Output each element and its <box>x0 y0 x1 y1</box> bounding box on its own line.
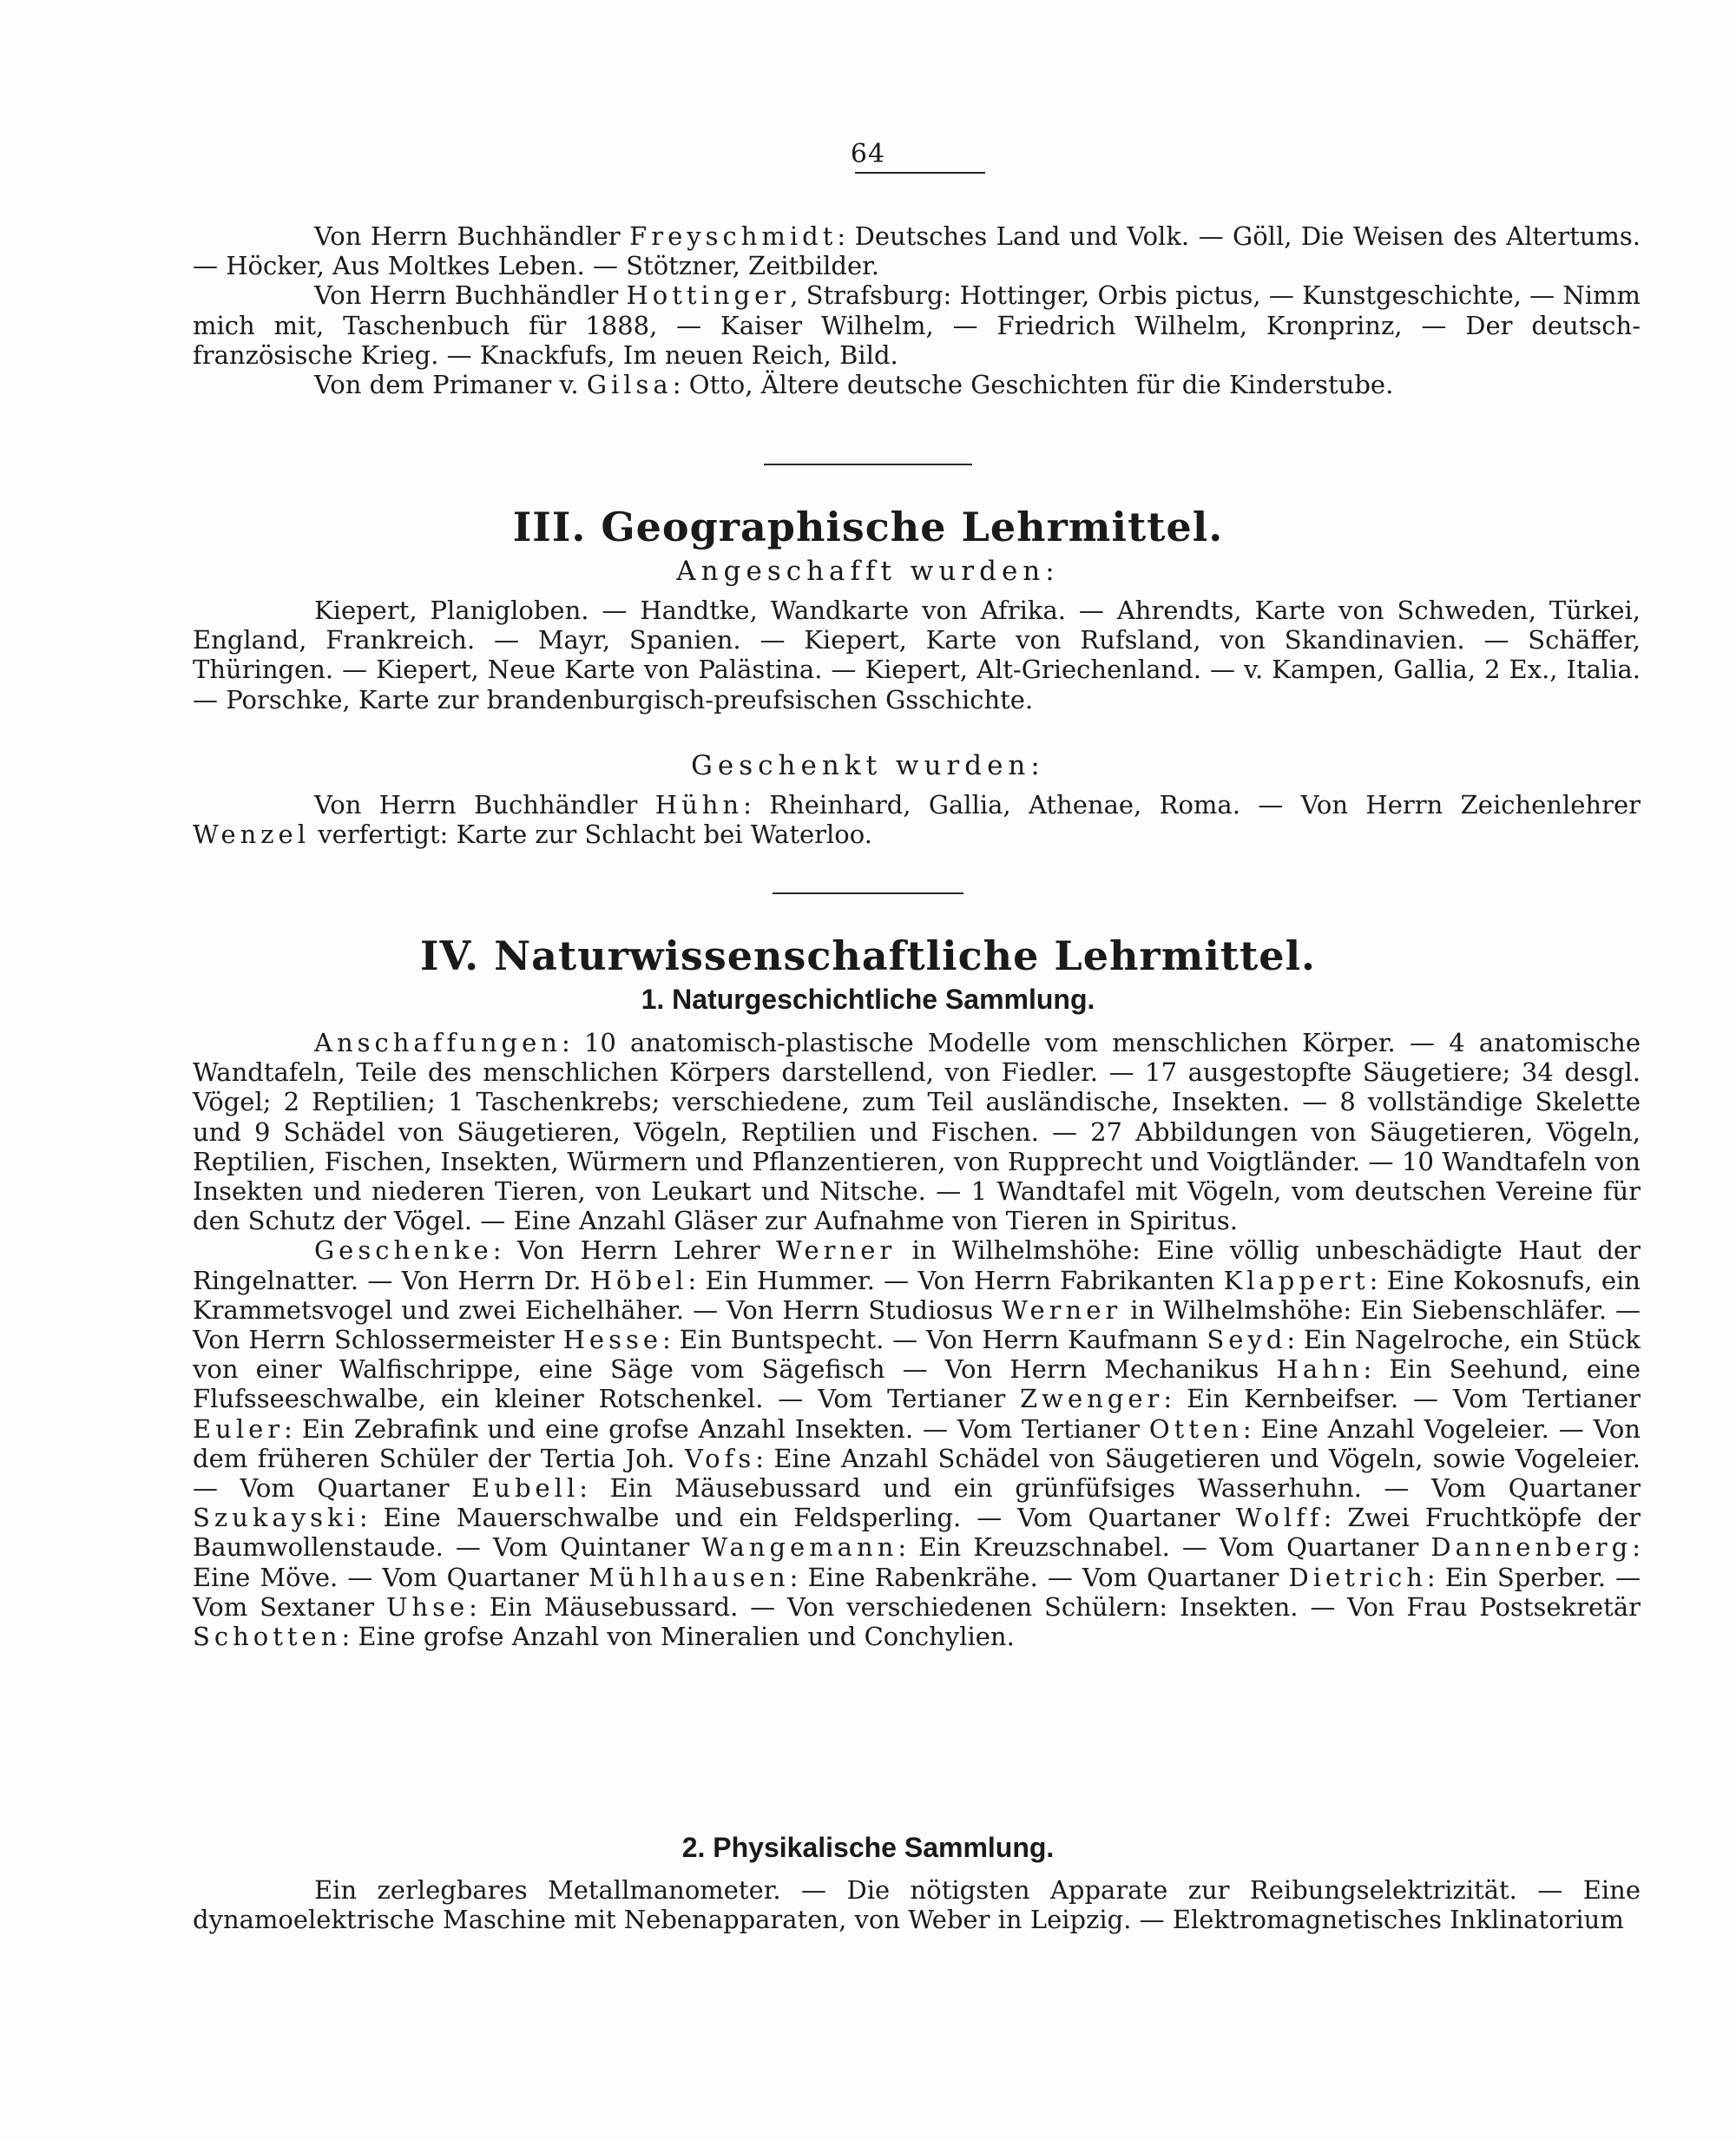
donor-name: Seyd <box>1207 1325 1287 1355</box>
donor-name: Vofs <box>684 1443 756 1473</box>
gift-text: : Von Herrn Lehrer <box>492 1235 777 1266</box>
gift-text: in Wilhelmshöhe: Ein Siebenschläfer. — Von Herrn Schlossermeister <box>193 1294 1641 1355</box>
gifted-label: Geschenkt wurden: <box>691 750 1045 781</box>
gift-text: : Ein Buntspecht. — Von Herrn Kaufmann <box>662 1325 1207 1355</box>
section-divider <box>773 892 963 894</box>
gift-text: : Eine grofse Anzahl von Mineralien und Conchylien. <box>341 1622 1015 1652</box>
gift-text: : Eine Kokosnufs, ein Krammetsvogel und zwei Eichelhäher. — Von Herrn Studiosus <box>193 1265 1641 1325</box>
page-number-rule <box>855 172 985 174</box>
gift-text: : Eine Mauerschwalbe und ein Feldsperling. — Vom Quartaner <box>358 1503 1236 1533</box>
donor-name: Wenzel <box>193 820 310 850</box>
donor-name: Höbel <box>589 1265 688 1295</box>
gift-text: : Ein Kernbeifser. — Vom Tertianer <box>1163 1384 1641 1414</box>
geography-gifted-text: Von Herrn Buchhändler Hühn: Rheinhard, Gallia, Athenae, Roma. — Von Herrn Zeichenlehrer Wenzel verfertigt: Karte zur Schlacht bei Waterloo. <box>193 790 1641 850</box>
gift-text: : Ein Sperber. — Vom Sextaner <box>193 1562 1641 1622</box>
gift-text: : Ein Kreuzschnabel. — Vom Quartaner <box>898 1532 1431 1563</box>
donor-name: Werner <box>776 1235 897 1266</box>
natural-history-text <box>193 1028 1641 1651</box>
subsection-title-natural-history: 1. Naturgeschichtliche Sammlung. <box>641 984 1095 1015</box>
donor-name: Uhse <box>385 1591 470 1622</box>
donor-name: Hühn <box>654 790 744 820</box>
donor-name: Euler <box>193 1413 285 1444</box>
donor-name: Mühlhausen <box>588 1562 790 1592</box>
donor-name: Schotten <box>193 1622 342 1652</box>
donor-name: Dietrich <box>1288 1562 1427 1592</box>
donor-name: Dannenberg <box>1430 1532 1633 1563</box>
donor-name: Werner <box>1002 1294 1122 1325</box>
gift-text: : Ein Mäusebussard und ein grünfüfsiges Wasserhuhn. — Vom Quartaner <box>579 1473 1641 1504</box>
gift-text: : Ein Zebrafink und eine grofse Anzahl Insekten. — Vom Tertianer <box>284 1413 1149 1444</box>
paragraph-freyschmidt: Von Herrn Buchhändler Freyschmidt: Deutsches Land und Volk. — Göll, Die Weisen des Altertums. — Höcker, Aus Moltkes Leben. — Stötzner, Zeitbilder. <box>193 221 1641 281</box>
paragraph-hottinger: Von Herrn Buchhändler Hottinger, Strafsburg: Hottinger, Orbis pictus, — Kunstgeschichte, — Nimm mich mit, Taschenbuch für 1888, — Kaiser Wilhelm, — Friedrich Wilhelm, Kronprinz, — Der deutsch-französische Krieg. — Knackfufs, Im neuen Reich, Bild. <box>193 280 1641 370</box>
donor-name: Otten <box>1148 1413 1243 1444</box>
donor-name: Geschenke <box>314 1235 493 1266</box>
acquired-label: Angeschafft wurden: <box>676 556 1060 587</box>
gift-text: : Ein Mäusebussard. — Von verschiedenen Schülern: Insekten. — Von Frau Postsekretär <box>469 1591 1641 1622</box>
donor-name: Hottinger <box>626 280 791 311</box>
subsection-title-physics: 2. Physikalische Sammlung. <box>681 1832 1055 1863</box>
gift-text: : Ein Nagelroche, ein Stück von einer Walfischrippe, eine Säge vom Sägefisch — Von Herrn Mechanikus <box>193 1325 1641 1385</box>
donor-name: Wangemann <box>701 1532 898 1563</box>
page-number: 64 <box>850 139 886 169</box>
acquisitions-paragraph: Anschaffungen: 10 anatomisch-plastische Modelle vom menschlichen Körper. — 4 anatomische Wandtafeln, Teile des menschlichen Körpers darstellend, von Fiedler. — 17 ausgestopfte Säugetiere; 34 desgl. Vögel; 2 Reptilien; 1 Taschenkrebs; verschiedene, zum Teil ausländische, Insekten. — 8 vollständige Skelette und 9 Schädel von Säugetieren, Vögeln, Reptilien und Fischen. — 27 Abbildungen von Säugetieren, Vögeln, Reptilien, Fischen, Insekten, Würmern und Pflanzentieren, von Rupprecht und Voigtländer. — 10 Wandtafeln von Insekten und niederen Tieren, von Leukart und Nitsche. — 1 Wandtafel mit Vögeln, vom deutschen Vereine für den Schutz der Vögel. — Eine Anzahl Gläser zur Aufnahme von Tieren in Spiritus. <box>193 1028 1641 1236</box>
donor-name: Hahn <box>1276 1354 1364 1385</box>
donor-name: Eubell <box>471 1473 580 1504</box>
donor-name: Freyschmidt <box>629 221 838 251</box>
gifts-paragraph <box>193 1235 1641 1651</box>
physics-text: Ein zerlegbares Metallmanometer. — Die nötigsten Apparate zur Reibungselektrizität. — Eine dynamoelektrische Maschine mit Nebenapparaten, von Weber in Leipzig. — Elektromagnetisches Inklinatorium <box>193 1875 1641 1935</box>
section-title-natural-science: IV. Naturwissenschaftliche Lehrmittel. <box>419 932 1317 979</box>
donor-name: Zwenger <box>1020 1384 1164 1414</box>
gift-text: : Ein Hummer. — Von Herrn Fabrikanten <box>687 1265 1224 1295</box>
donor-name: Gilsa <box>586 370 673 400</box>
gift-text: : Eine Anzahl Schädel von Säugetieren und Vögeln, sowie Vogeleier. — Vom Quartaner <box>193 1443 1641 1504</box>
gift-text: : Eine Rabenkrähe. — Vom Quartaner <box>789 1562 1289 1592</box>
gift-text: : Eine Anzahl Vogeleier. — Von dem früheren Schüler der Tertia Joh. <box>193 1413 1641 1473</box>
gift-text: in Wilhelmshöhe: Eine völlig unbeschädigte Haut der Ringelnatter. — Von Herrn Dr. <box>193 1235 1641 1295</box>
section-title-geography: III. Geographische Lehrmittel. <box>512 504 1224 550</box>
paragraph-gilsa: Von dem Primaner v. Gilsa: Otto, Ältere deutsche Geschichten für die Kinderstube. <box>314 370 1394 400</box>
gift-text: : Zwei Fruchtköpfe der Baumwollenstaude. — Vom Quintaner <box>193 1503 1641 1563</box>
gift-text: : Ein Seehund, eine Flufsseeschwalbe, ein kleiner Rotschenkel. — Vom Tertianer <box>193 1354 1641 1414</box>
donor-name: Klappert <box>1223 1265 1370 1295</box>
gift-text: : Eine Möve. — Vom Quartaner <box>193 1532 1641 1592</box>
geography-acquired-text: Kiepert, Planigloben. — Handtke, Wandkarte von Afrika. — Ahrendts, Karte von Schweden, Türkei, England, Frankreich. — Mayr, Spanien. — Kiepert, Karte von Rufsland, von Skandinavien. — Schäffer, Thüringen. — Kiepert, Neue Karte von Palästina. — Kiepert, Alt-Griechenland. — v. Kampen, Gallia, 2 Ex., Italia. — Porschke, Karte zur brandenburgisch-preufsischen Gsschichte. <box>193 596 1641 714</box>
donor-name: Szukayski <box>193 1503 359 1533</box>
section-divider <box>764 464 972 465</box>
donor-name: Hesse <box>562 1325 663 1355</box>
donor-name: Wolff <box>1235 1503 1324 1533</box>
section-books-donations <box>193 221 1641 399</box>
